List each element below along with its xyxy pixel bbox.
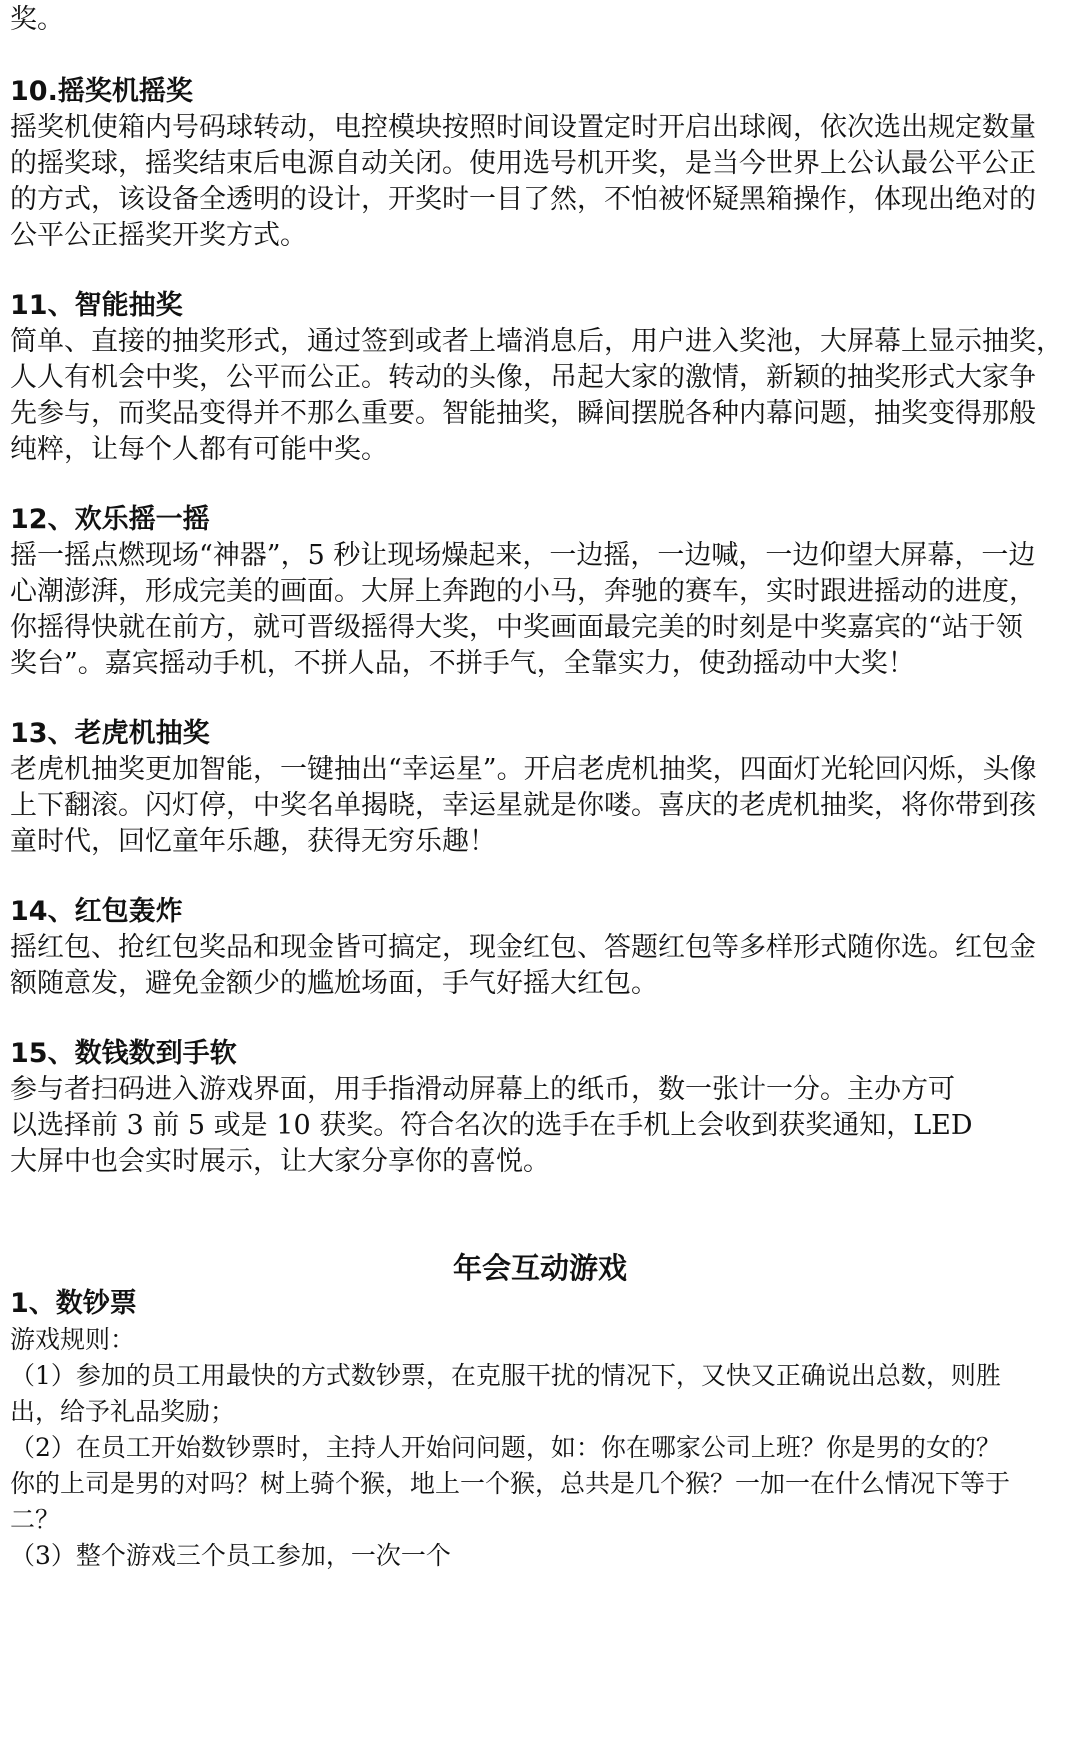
game-section-title: 年会互动游戏 [452,1251,627,1285]
section-15-line: 大屏中也会实时展示，让大家分享你的喜悦。 [10,1146,550,1177]
section-10-line: 摇奖机使箱内号码球转动，电控模块按照时间设置定时开启出球阀，依次选出规定数量 [10,112,1036,143]
section-11-line: 纯粹，让每个人都有可能中奖。 [10,434,388,465]
section-13-heading: 13、老虎机抽奖 [10,718,210,749]
top-fragment-text: 奖。 [10,4,64,35]
game-1-line: 二？ [10,1505,61,1534]
section-11-heading: 11、智能抽奖 [10,290,183,321]
section-10-line: 的方式，该设备全透明的设计，开奖时一目了然，不怕被怀疑黑箱操作，体现出绝对的 [10,184,1036,215]
game-1-line: 出，给予礼品奖励； [10,1397,236,1426]
section-12-line: 心潮澎湃，形成完美的画面。大屏上奔跑的小马，奔驰的赛车，实时跟进摇动的进度， [10,576,1036,607]
section-12-line: 你摇得快就在前方，就可晋级摇得大奖，中奖画面最完美的时刻是中奖嘉宾的“站于领 [10,612,1023,643]
section-14-line: 摇红包、抢红包奖品和现金皆可搞定，现金红包、答题红包等多样形式随你选。红包金 [10,932,1036,963]
game-1-line: （2）在员工开始数钞票时，主持人开始问问题，如：你在哪家公司上班？你是男的女的？ [10,1433,1001,1462]
section-13-line: 上下翻滚。闪灯停，中奖名单揭晓，幸运星就是你喽。喜庆的老虎机抽奖，将你带到孩 [10,790,1036,821]
section-13-line: 老虎机抽奖更加智能，一键抽出“幸运星”。开启老虎机抽奖，四面灯光轮回闪烁，头像 [10,754,1037,785]
section-11-line: 简单、直接的抽奖形式，通过签到或者上墙消息后，用户进入奖池，大屏幕上显示抽奖， [10,326,1063,357]
section-14-line: 额随意发，避免金额少的尴尬场面，手气好摇大红包。 [10,968,658,999]
section-15-line: 以选择前 3 前 5 或是 10 获奖。符合名次的选手在手机上会收到获奖通知，LED [10,1110,973,1141]
section-11-line: 人人有机会中奖，公平而公正。转动的头像，吊起大家的激情，新颖的抽奖形式大家争 [10,362,1036,393]
section-12-line: 摇一摇点燃现场“神器”，5 秒让现场燥起来，一边摇，一边喊，一边仰望大屏幕，一边 [10,540,1036,571]
game-1-line: （1）参加的员工用最快的方式数钞票，在克服干扰的情况下，又快又正确说出总数，则胜 [10,1361,1001,1390]
section-15-line: 参与者扫码进入游戏界面，用手指滑动屏幕上的纸币，数一张计一分。主办方可 [10,1074,955,1105]
section-13-line: 童时代，回忆童年乐趣，获得无穷乐趣！ [10,826,496,857]
game-1-line: （3）整个游戏三个员工参加，一次一个 [10,1541,451,1570]
game-1-line: 你的上司是男的对吗？树上骑个猴，地上一个猴，总共是几个猴？一加一在什么情况下等于 [10,1469,1011,1498]
game-1-heading: 1、数钞票 [10,1288,137,1319]
section-15-heading: 15、数钱数到手软 [10,1038,237,1069]
section-12-line: 奖台”。嘉宾摇动手机，不拼人品，不拼手气，全靠实力，使劲摇动中大奖！ [10,648,915,679]
section-11-line: 先参与，而奖品变得并不那么重要。智能抽奖，瞬间摆脱各种内幕问题，抽奖变得那般 [10,398,1036,429]
section-10-line: 的摇奖球，摇奖结束后电源自动关闭。使用选号机开奖，是当今世界上公认最公平公正 [10,148,1036,179]
section-14-heading: 14、红包轰炸 [10,896,183,927]
section-12-heading: 12、欢乐摇一摇 [10,504,210,535]
section-10-heading: 10.摇奖机摇奖 [10,76,193,107]
section-10-line: 公平公正摇奖开奖方式。 [10,220,307,251]
game-1-line: 游戏规则： [10,1325,136,1354]
